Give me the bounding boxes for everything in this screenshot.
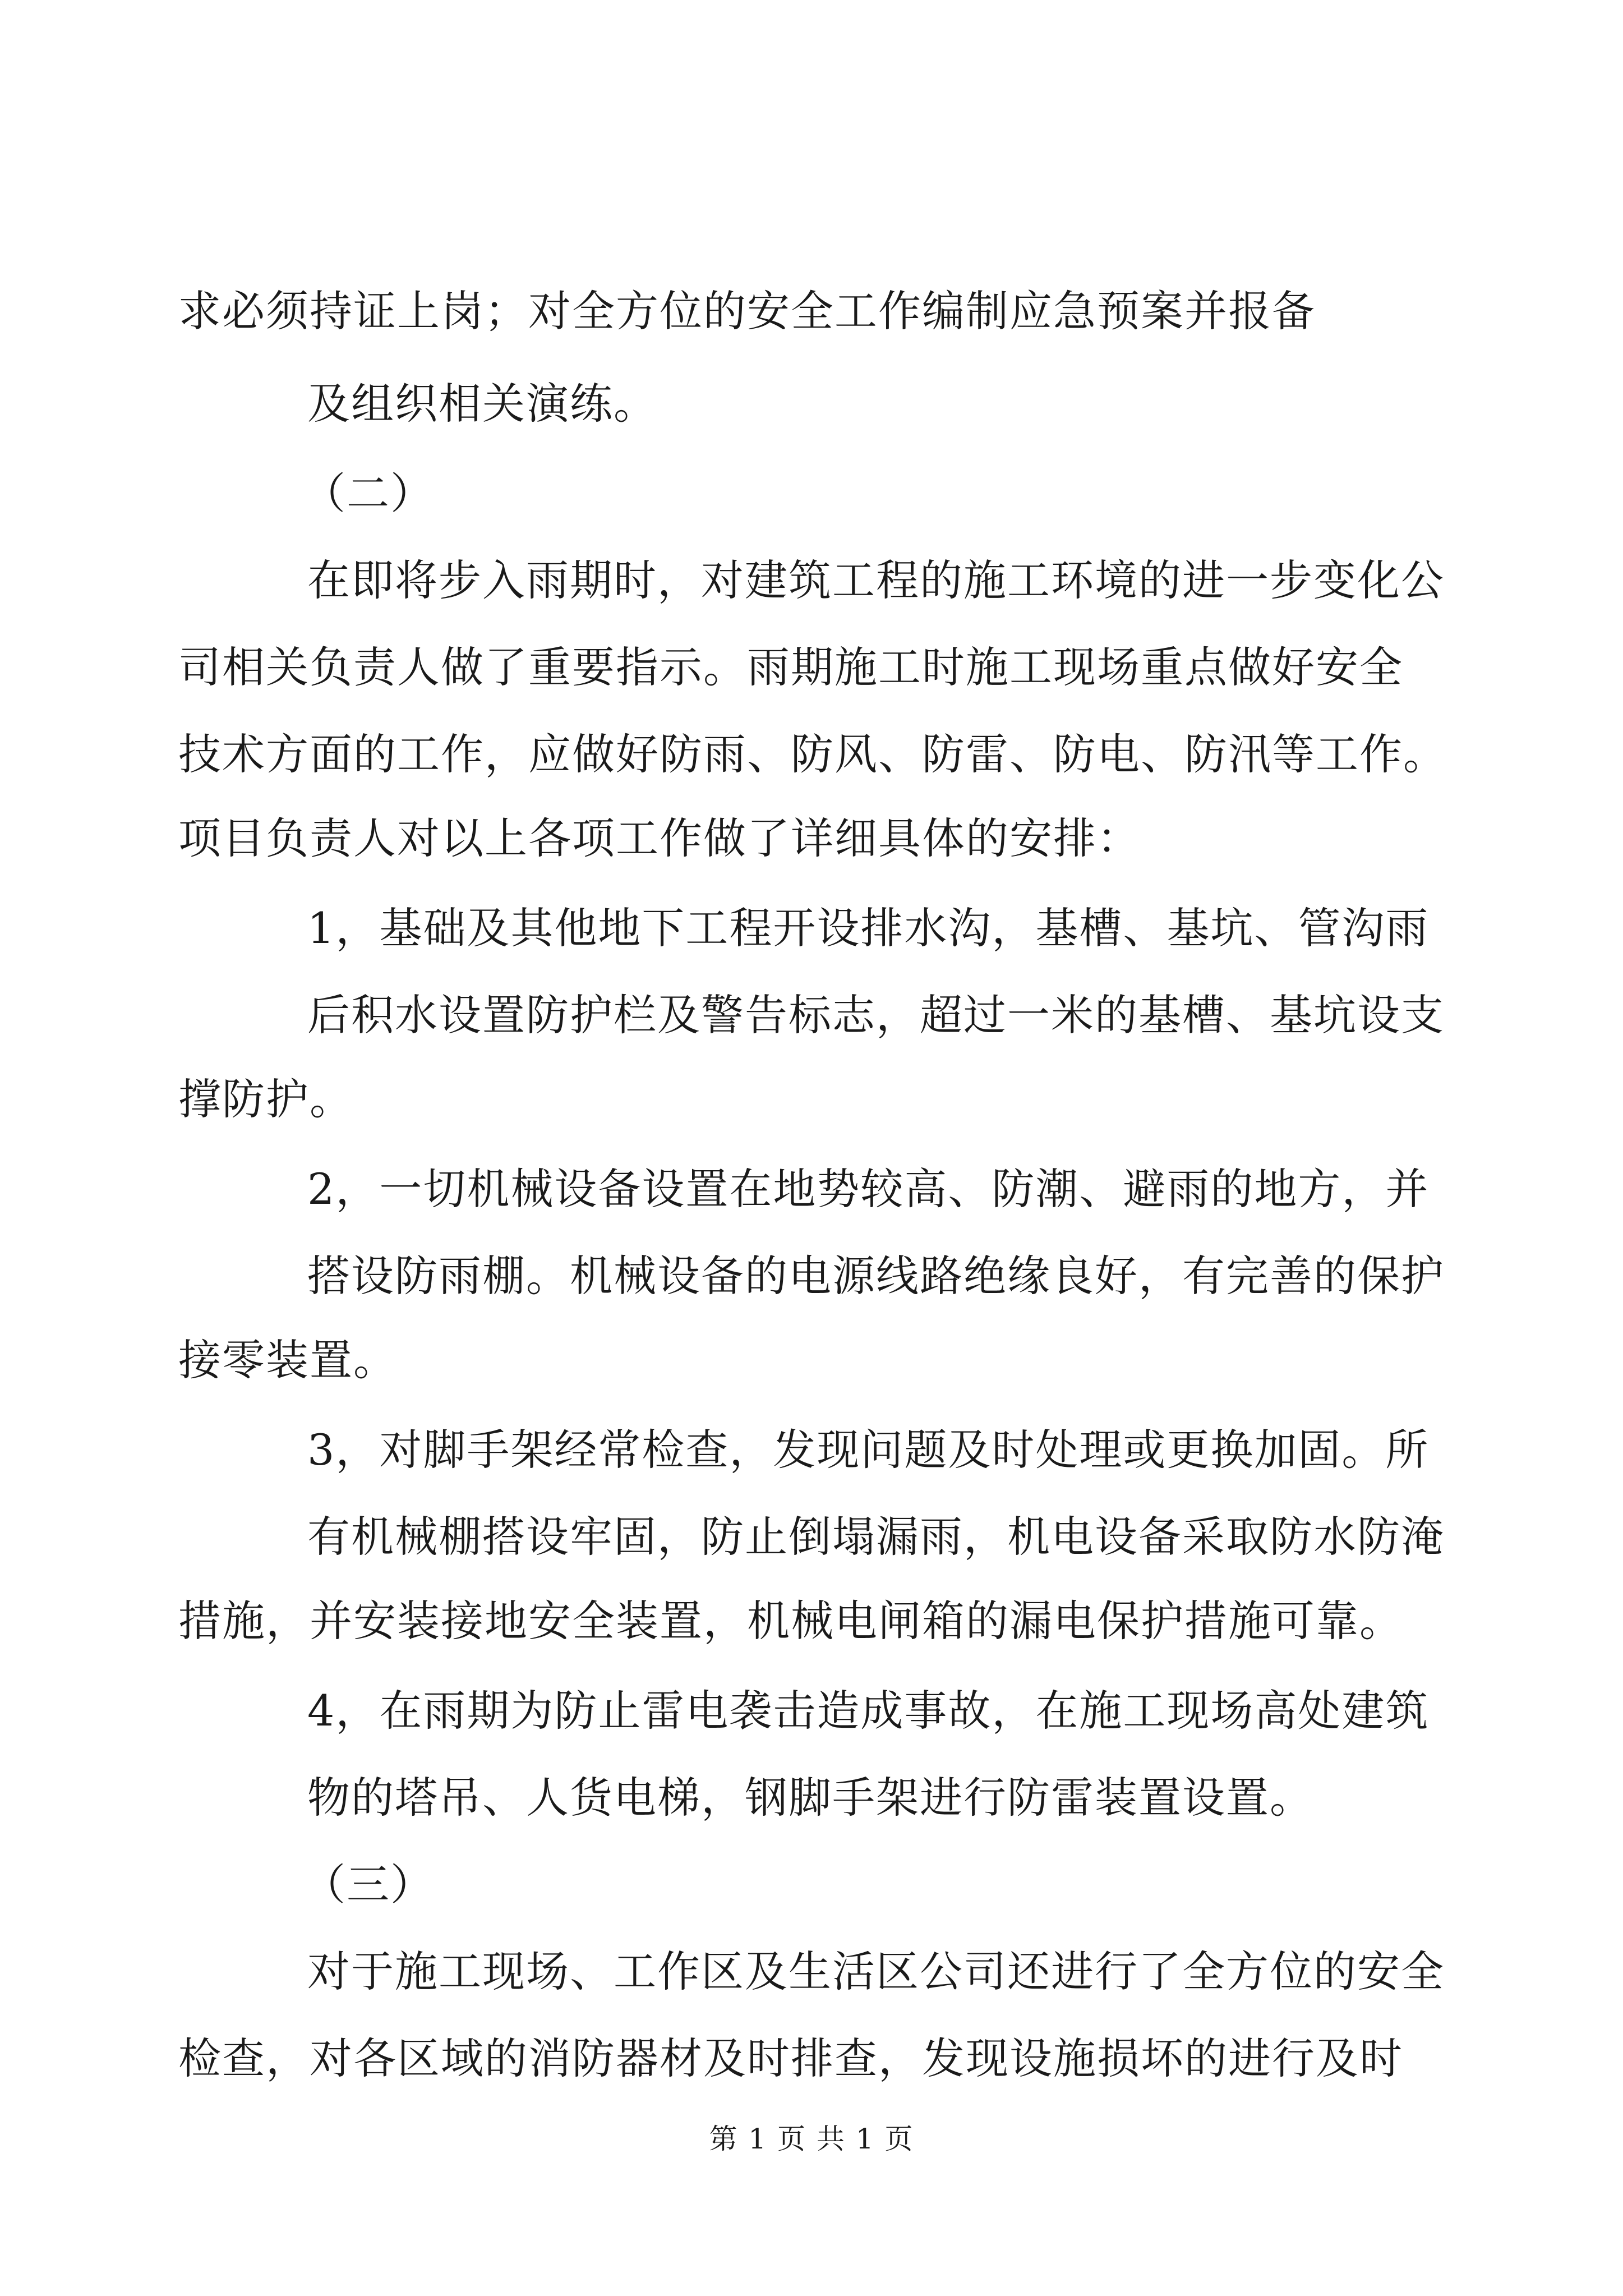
section-heading-3: （三） [303,1860,434,1910]
body-line-13: 接零装置。 [178,1335,397,1385]
body-line-9: 后积水设置防护栏及警告标志，超过一米的基槽、基坑设支 [307,990,1445,1040]
body-line-4: 在即将步入雨期时，对建筑工程的施工环境的进一步变化公 [307,555,1445,605]
body-line-1: 求必须持证上岗；对全方位的安全工作编制应急预案并报备 [178,286,1316,336]
body-line-15: 有机械棚搭设牢固，防止倒塌漏雨，机电设备采取防水防淹 [307,1512,1445,1562]
body-line-14: 3，对脚手架经常检查，发现问题及时处理或更换加固。所 [307,1425,1430,1475]
body-line-8: 1，基础及其他地下工程开设排水沟，基槽、基坑、管沟雨 [307,903,1430,953]
body-line-17: 4，在雨期为防止雷电袭击造成事故，在施工现场高处建筑 [307,1686,1430,1736]
section-heading-2: （二） [303,468,434,518]
body-line-20: 对于施工现场、工作区及生活区公司还进行了全方位的安全 [307,1947,1445,1996]
page-footer: 第 1 页 共 1 页 [709,2123,914,2155]
body-line-16: 措施，并安装接地安全装置，机械电闸箱的漏电保护措施可靠。 [178,1596,1403,1646]
body-line-10: 撑防护。 [178,1074,353,1124]
body-line-12: 搭设防雨棚。机械设备的电源线路绝缘良好，有完善的保护 [307,1251,1445,1301]
body-line-2: 及组织相关演练。 [307,379,657,429]
body-line-21: 检查，对各区域的消防器材及时排查，发现设施损坏的进行及时 [178,2033,1403,2083]
body-line-6: 技术方面的工作，应做好防雨、防风、防雷、防电、防汛等工作。 [178,729,1447,779]
body-line-18: 物的塔吊、人货电梯，钢脚手架进行防雷装置设置。 [307,1773,1313,1823]
body-line-7: 项目负责人对以上各项工作做了详细具体的安排： [178,813,1141,863]
body-line-11: 2，一切机械设备设置在地势较高、防潮、避雨的地方，并 [307,1164,1430,1214]
body-line-5: 司相关负责人做了重要指示。雨期施工时施工现场重点做好安全 [178,642,1403,692]
